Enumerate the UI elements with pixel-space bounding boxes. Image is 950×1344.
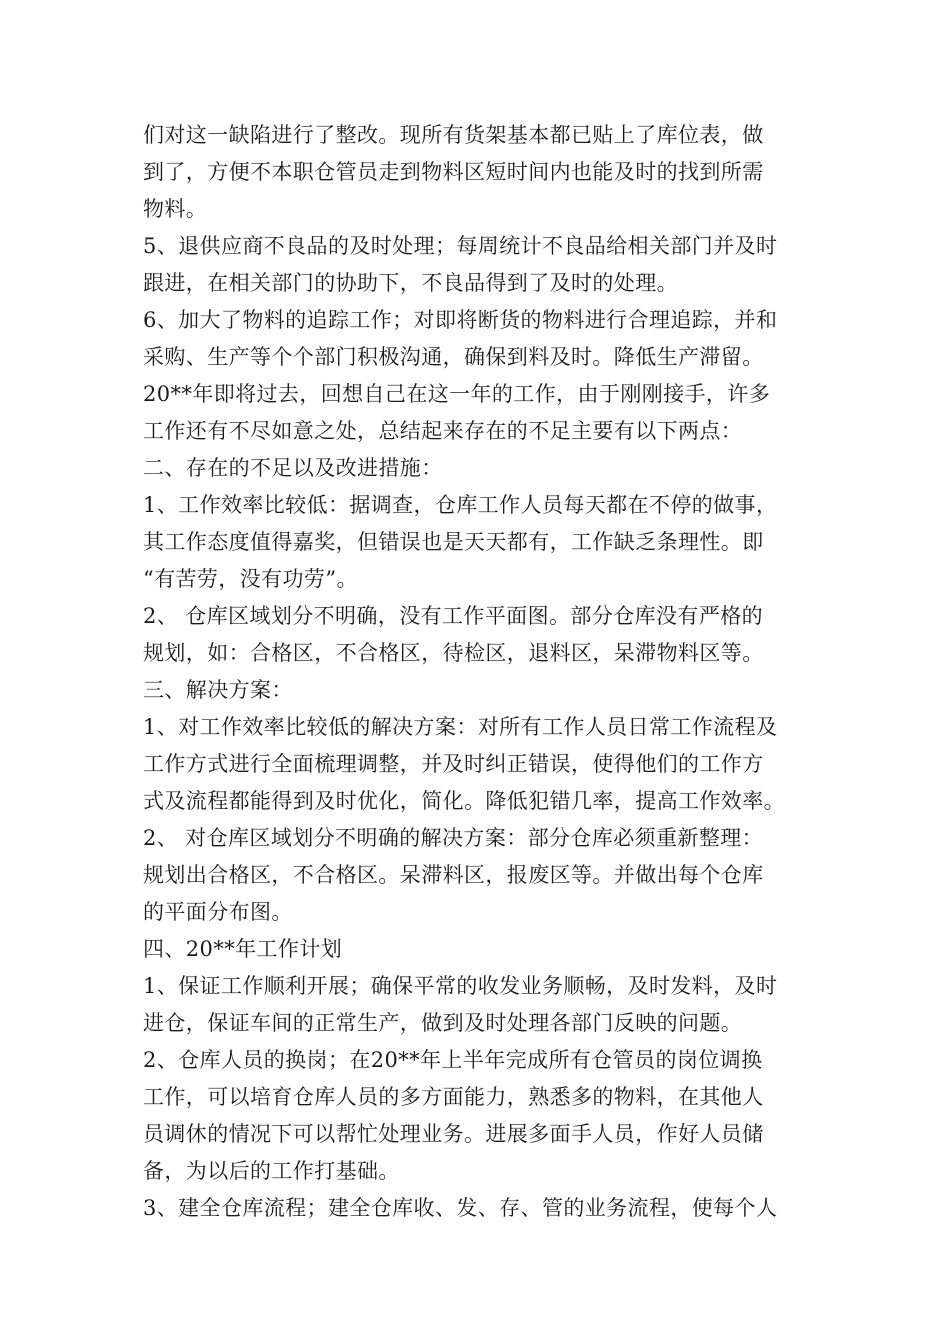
- text-line: 20**年即将过去，回想自己在这一年的工作，由于刚刚接手，许多: [143, 382, 771, 406]
- section-heading: 二、存在的不足以及改进措施：: [143, 456, 443, 480]
- text-line: 物料。: [143, 197, 208, 221]
- text-line: 工作，可以培育仓库人员的多方面能力，熟悉多的物料，在其他人: [143, 1085, 764, 1109]
- text-line: 规划，如：合格区，不合格区，待检区，退料区，呆滞物料区等。: [143, 641, 764, 665]
- text-line: 工作方式进行全面梳理调整，并及时纠正错误，使得他们的工作方: [143, 752, 764, 776]
- text-line: 1、保证工作顺利开展；确保平常的收发业务顺畅，及时发料，及时: [143, 974, 778, 998]
- text-line: 采购、生产等个个部门积极沟通，确保到料及时。降低生产滞留。: [143, 345, 764, 369]
- text-line: 3、建全仓库流程；建全仓库收、发、存、管的业务流程，使每个人: [143, 1196, 778, 1220]
- text-line: 1、对工作效率比较低的解决方案：对所有工作人员日常工作流程及: [143, 715, 778, 739]
- text-line: 5、退供应商不良品的及时处理；每周统计不良品给相关部门并及时: [143, 234, 778, 258]
- text-line: 2、 仓库区域划分不明确，没有工作平面图。部分仓库没有严格的: [143, 604, 764, 628]
- text-line: 工作还有不尽如意之处，总结起来存在的不足主要有以下两点：: [143, 419, 743, 443]
- text-line: 规划出合格区，不合格区。呆滞料区，报废区等。并做出每个仓库: [143, 863, 764, 887]
- text-line: 员调休的情况下可以帮忙处理业务。进展多面手人员，作好人员储: [143, 1122, 764, 1146]
- text-line: 到了，方便不本职仓管员走到物料区短时间内也能及时的找到所需: [143, 160, 764, 184]
- text-line: 2、 对仓库区域划分不明确的解决方案：部分仓库必须重新整理：: [143, 826, 764, 850]
- text-line: 式及流程都能得到及时优化，简化。降低犯错几率，提高工作效率。: [143, 789, 785, 813]
- text-line: 其工作态度值得嘉奖，但错误也是天天都有，工作缺乏条理性。即: [143, 530, 764, 554]
- text-line: 的平面分布图。: [143, 900, 293, 924]
- text-line: 跟进，在相关部门的协助下，不良品得到了及时的处理。: [143, 271, 678, 295]
- text-line: 进仓，保证车间的正常生产，做到及时处理各部门反映的问题。: [143, 1011, 743, 1035]
- section-heading: 四、20**年工作计划: [143, 937, 343, 961]
- text-line: 2、仓库人员的换岗；在20**年上半年完成所有仓管员的岗位调换: [143, 1048, 763, 1072]
- text-line: 1、工作效率比较低：据调查，仓库工作人员每天都在不停的做事，: [143, 493, 778, 517]
- text-line: 6、加大了物料的追踪工作；对即将断货的物料进行合理追踪，并和: [143, 308, 778, 332]
- text-line: 们对这一缺陷进行了整改。现所有货架基本都已贴上了库位表，做: [143, 123, 764, 147]
- text-line: “有苦劳，没有功劳”。: [143, 567, 358, 591]
- text-line: 备，为以后的工作打基础。: [143, 1159, 400, 1183]
- section-heading: 三、解决方案：: [143, 678, 293, 702]
- document-body: [143, 117, 813, 1227]
